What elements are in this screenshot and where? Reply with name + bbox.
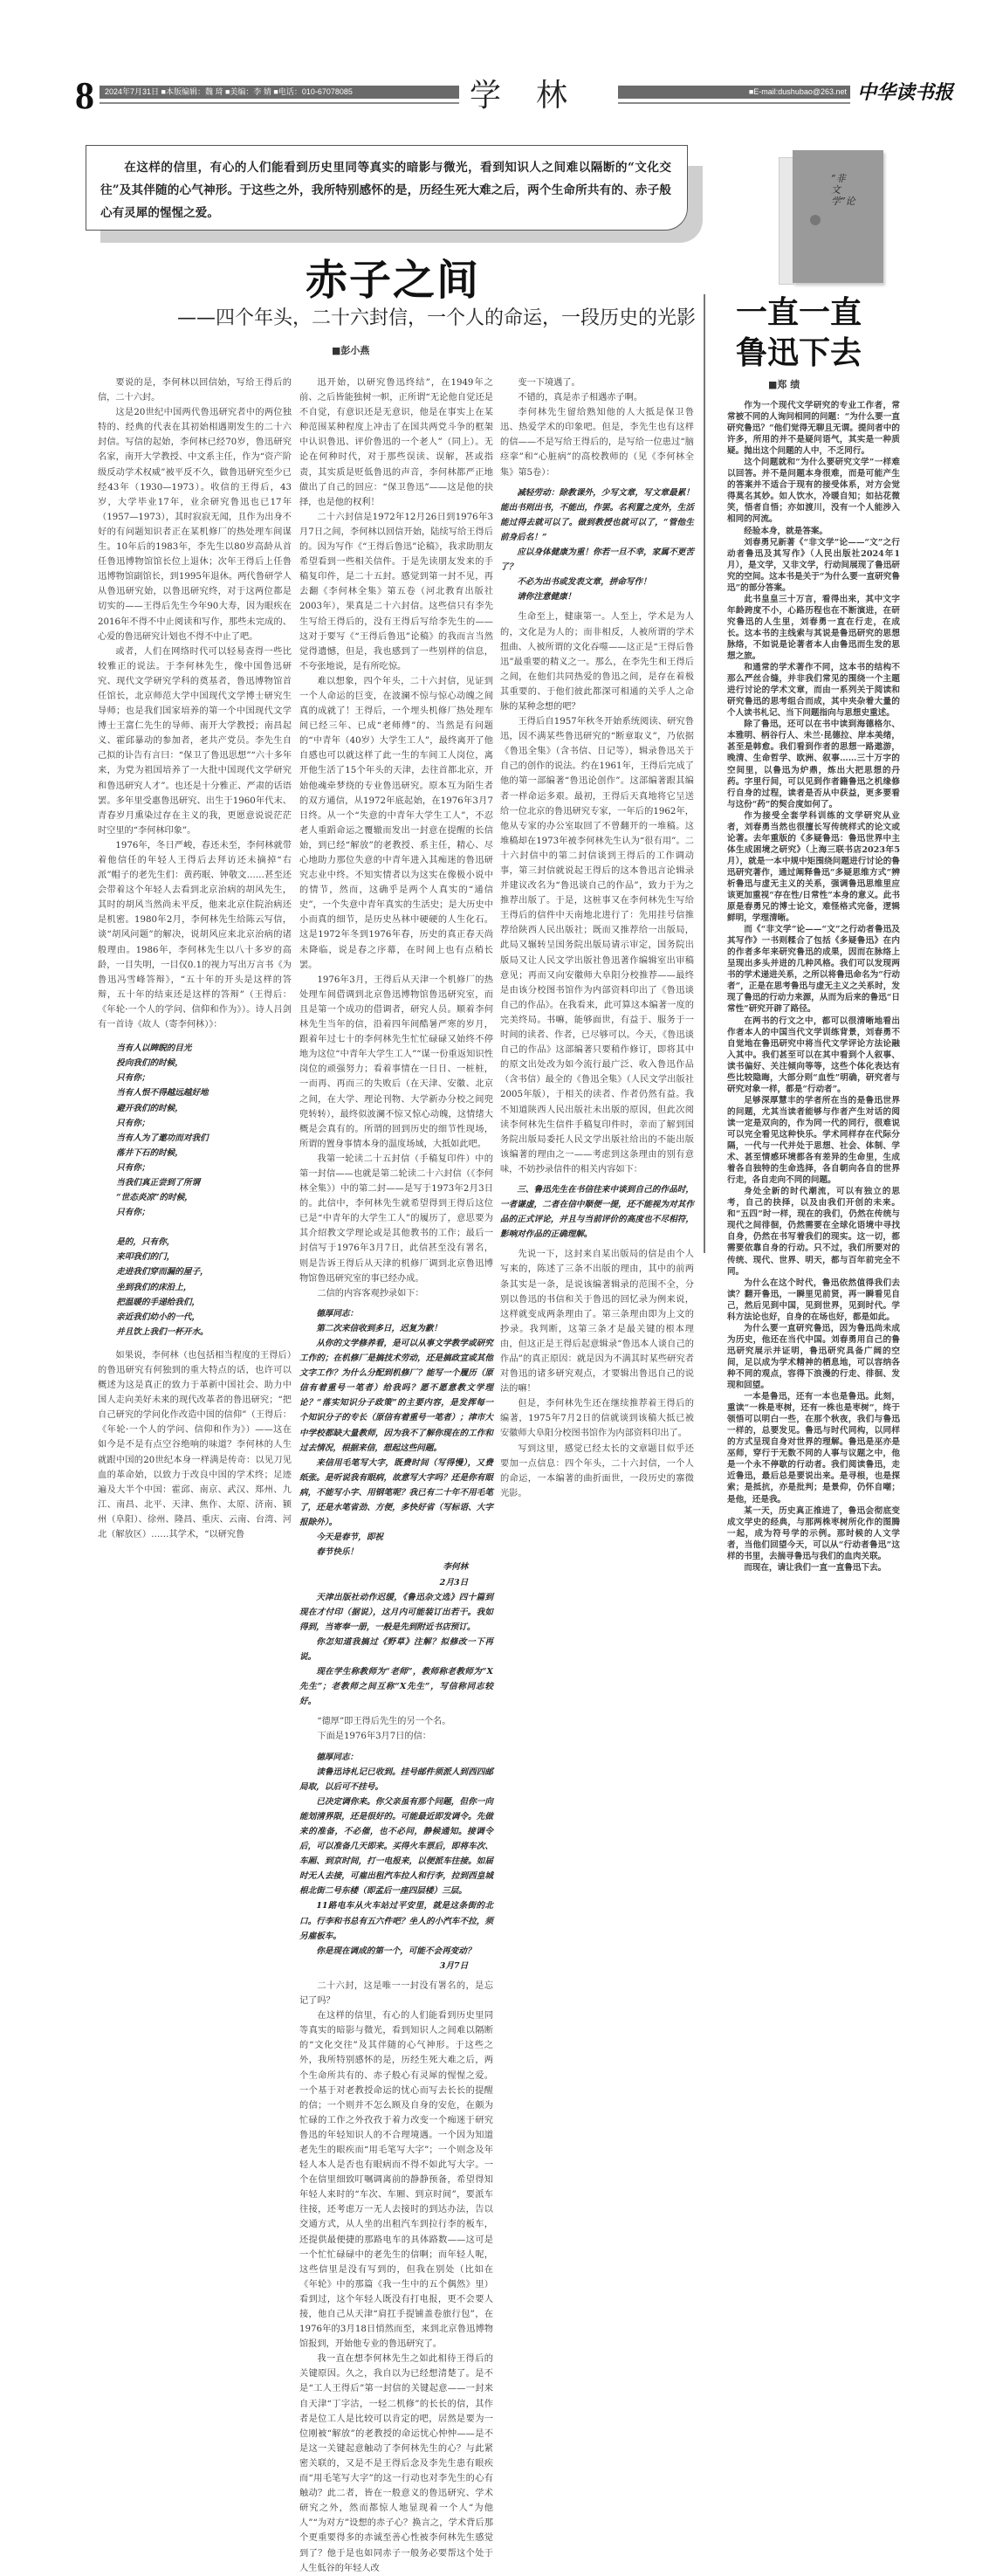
- paragraph: 生命至上，健康第一。人至上，学术是为人的，文化是为人的；而非相反，人被所谓的学术扭曲、人被所谓的文化吞噬——这正是“王得后鲁迅”最重要的精义之一。那么，在李先生和王得后之间，在他们共同热爱的鲁迅之间，是存在着极其重要的、于他们彼此都深可相通的关乎人之命脉的某种念想的吧？: [500, 612, 694, 712]
- paragraph: 作为接受全套学科训练的文学研究从业者，刘春勇当然也很擅长写传统样式的论文或论著。去年重版的《多疑鲁迅：鲁迅世界中主体生成困境之研究》（上海三联书店2023年5月），就是一本中规中矩围绕问题进行讨论的鲁迅研究著作，通过阐释鲁迅“多疑思维方式”辨析鲁迅与虚无主义的关系，强调鲁迅思维里应该更加重视“存在性/日常性”本身的意义。此书原是春勇兄的博士论文，难怪格式完备，逻辑鲜明，学理清晰。: [727, 810, 900, 924]
- paragraph: 身处全新的时代潮流，可以有独立的思考，自己的抉择，以及由我们开创的未来。和“五四”时一样，现在的我们，仍然在传统与现代之间徘徊，仍然需要在全球化语境中寻找自身，仍然在书写着我们的现实。这一切，都需要依靠自身的行动。只不过，我们所要对的传统、现代、世界、明天，都与百年前完全不同。: [727, 1187, 900, 1277]
- letter-signature: 李何林: [443, 1562, 469, 1573]
- poem: [116, 1041, 292, 1340]
- poem-line: 投向我们的时候，: [116, 1058, 183, 1069]
- letter-1: [299, 1306, 493, 1710]
- side-title-line: 鲁迅下去: [735, 334, 862, 371]
- paragraph: 1976年3月，王得后从天津一个机修厂的热处理车间借调到北京鲁迅博物馆鲁迅研究室，而且是第一个成功的借调者，研究人员。顺着李何林先生当年的信，沿着四年间酷暑严寒的岁月，跟着年过七十的李何林先生忙忙碌碌又始终不停地为这位“中青年大学生工人”“谋一份重返知识性岗位的顽强努力；看着事情在一日日、一桩桩，一而再、再而三的失败后（在天津、安徽、北京之间，在大学、理论刊物、大学新办分校之间兜兜转转），最终似波澜不惊又惊心动魄，这情绪大概是会真有的。所谓的回到历史的细节性现场，所谓的置身事情本身的温度场域，大抵如此吧。: [299, 975, 493, 1149]
- side-article-title: [716, 293, 882, 373]
- poem-line: 只有你；: [116, 1118, 150, 1128]
- paragraph: 一本是鲁迅，还有一本也是鲁迅。此刻，重读“一株是枣树，还有一株也是枣树”，终于领悟可以明白一些，在那个秋夜，我们与鲁迅一样的，总要发见。鲁迅与时代同构，以同样的方式呈现自身对世界的理解。鲁迅是巫亦是巫师，穿行于无数不同的人事与议题之中，他是一个永不停歇的行动者。我们阅读鲁迅，走近鲁迅，最后总是要说出来。是寻根，也是探索；是抵抗，亦是批判；是景仰，仍怀自嘲；是他，还是我。: [727, 1392, 900, 1505]
- paragraph: 二十六封信是1972年12月26日到1976年3月7日之间，李何林以回信开始，陆续写给王得后的。因为写作《“王得后鲁迅”论稿》，我求助朋友希望看到一些相关信件。于是先读朋友发来的手稿复印件，是二十五封。感觉到第一封不见，再去翻《李何林全集》第五卷（河北教育出版社2003年），果真是二十六封信。这些信只有李先生写给王得后的，没有王得后写给李先生的——这对于要写《“王得后鲁迅”论稿》的我而言当然觉得遗憾，但是，我也感到了一些别样的信息，不夸张地说，是有所吃惊。: [299, 512, 493, 672]
- letter-salutation: 德厚同志：: [316, 1308, 359, 1319]
- poem-line: 把温暖的手递给我们，: [116, 1297, 201, 1307]
- paragraph: 难以想象，四个年头，二十六封信，见证到一个人命运的巨变，在波澜不惊与惊心动魄之间真的成就了！王得后，一个埋头机修厂热处理车间已经三年、已成“老师傅”的、当然是有问题的“中青年（40岁）大学生工人”，最终离开了他自感也可以就这样了此一生的车间工人岗位，离开他生活了15个年头的天津，去往首都北京，开始他魂牵梦绕的专业鲁迅研究。原本互为陌生者的双方通信，从1972年底起始，在1976年3月7日终。从一个“失意的中青年大学生工人”，不忍老人重蹈命运之覆辙而发出一封意在提醒的长信始，到已经“解放”的老教授、系主任，精心、尽心地助力那位失意的中青年进入其痴迷的鲁迅研究志业中终。不知实情者以为这实在像极小说中的情节，然而，这确乎是两个人真实的“通信史”，一个失意中青年真实的生活史；是大历史中小而真的细节，是历史丛林中硬硬的人生化石。这是1972年冬到1976年春，历史的真正春天尚未降临，说是春之序幕，在时间上也有点稍长罢。: [299, 676, 493, 970]
- paragraph: 除了鲁迅，还可以在书中读到海德格尔、本雅明、柄谷行人、未兰·昆德拉、岸本美绪，甚至是韩愈。我们看到作者的思想一路遨游，晚清、生命哲学、欧洲、叙事……三十万字的空间里，以鲁迅为炉鼎，炼出大把思想的丹药。字里行间，可以见到作者籍鲁迅之机缘修行自身的过程，读者是否从中获益，更多要看与这份“药”的契合度如何了。: [727, 720, 900, 809]
- poem-line: 落井下石的时候，: [116, 1147, 183, 1158]
- poem-line: 是的，只有你，: [116, 1237, 175, 1248]
- letter-text: 来信用毛笔写大字，既费时间（写得慢），又费纸张。是听说我有眼病，故意写大字吗？还是你有眼病，不能写小字、用钢笔呢？我已有二十年不用毛笔了，还是水笔省劲、方便，多快好省（写标语、大字报除外）。: [299, 1457, 493, 1528]
- quote-text: 不必为出书或发表文章，拼命写作！: [517, 577, 651, 588]
- letter-date: 3月7日: [439, 1960, 469, 1971]
- poem-line: 当有人以睥睨的目光: [116, 1043, 192, 1054]
- paragraph: 某一天，历史真正推进了，鲁迅会彻底变成文学史的经典，与那两株枣树所化作的图腾一起，成为符号学的示例。那时候的人文学者，当他们回望今天，可以从“行动者鲁迅”这样的书里，去揣寻鲁迅与我们的血肉关联。: [727, 1505, 900, 1561]
- quote-text: 三、鲁迅先生在书信往来中谈到自己的作品时，一者谦虚，二者在信中顺便一提，还不能视为对其作品的正式评论，并且与当前评价的高度也不尽相符，影响对作品的正确理解。: [500, 1184, 694, 1240]
- paragraph: 为什么要一直研究鲁迅，因为鲁迅尚未成为历史，他还在当代中国。刘春勇用自己的鲁迅研究展示并证明，鲁迅研究具备广阔的空间，足以成为学术精神的栖息地，可以容纳各种不同的观点，容得下浪漫的行走、徘徊、发现和回望。: [727, 1323, 900, 1391]
- paragraph: 迅开始，以研究鲁迅终结”，在1949年之前、之后皆能独树一帜，正所谓“无论他自觉还是不自觉，有意识还是无意识，他是在事实上在某种范围某种程度上冲击了在国共两党斗争的框架中认识鲁迅、评价鲁迅的一个老人”（同上）。无论在何种时代，对于那些误读、误解，甚或指责，其实质是贬低鲁迅的声音，李何林都严正地做出了自己的回应：“保卫鲁迅”——这是他的抉择，也是他的权利！: [299, 378, 493, 507]
- paragraph: 而《“非文学”论——“文”之行动者鲁迅及其写作》一书则糅合了包括《多疑鲁迅》在内的作者多年来研究鲁迅的成果，因而在脉络上呈现出多头并进的几种风格。我们可以发现两书的学术递进关系，之所以将鲁迅命名为“行动者”，正是在思考鲁迅与虚无主义之关系时，发现了鲁迅的行动力来源，从而为后来的鲁迅“日常性”研究开辟了路径。: [727, 925, 900, 1015]
- paragraph: 变一下境遇了。: [518, 378, 580, 388]
- paragraph: 作为一个现代文学研究的专业工作者，常常被不同的人询问相同的问题：“为什么要一直研究鲁迅？”他们觉得无聊且无谓。提问者中的许多，所用的并不是疑问语气，其实是一种质疑。抛出这个问题的人中，不乏同行。: [727, 401, 900, 457]
- poem-line: 并且饮上我们一杯开水。: [116, 1326, 209, 1337]
- paragraph: 李何林先生留给熟知他的人大抵是保卫鲁迅、热爱学术的印象吧。但是，李先生也有这样的信——不是写给王得后的，是写给一位患过“脑痉挛”和“心脏病”的高校教师的（见《李何林全集》第5卷）：: [500, 408, 694, 478]
- paragraph: 但是，李何林先生还在继续推荐着王得后的编著，1975年7月2日的信就谈到该稿大抵已被安徽师大阜阳分校图书馆作为内部资料印出了。: [500, 1399, 694, 1439]
- email-bar: ■E-mail:dushubao@263.net: [618, 86, 850, 99]
- poem-line: 只有你；: [116, 1162, 150, 1173]
- letter-salutation: 德厚同志：: [316, 1752, 359, 1762]
- pullquote-box: 在这样的信里，有心的人们能看到历史里同等真实的暗影与微光，看到知识人之间难以隔断的“文化交往”及其伴随的心气神形。于这些之外，我所特别感怀的是，历经生死大难之后，两个生命所共有的、赤子般心有灵犀的惺惺之爱。: [86, 145, 688, 231]
- letter-text: 读鲁迅诗札记已收到。挂号邮件须派人到西四邮局取，以后可不挂号。: [299, 1767, 493, 1792]
- paragraph: 写到这里，感觉已经太长的文章题目似乎还要加一点信息：四个年头，二十六封信，一个人的命运，一本编著的曲折面世，一段历史的寨微光影。: [500, 1443, 694, 1498]
- header-rule-right: [618, 102, 850, 104]
- letter-2: [299, 1750, 493, 1973]
- section-title: 学林: [470, 78, 603, 114]
- paragraph: 这是20世纪中国两代鲁迅研究者中的两位独特的、经典的代表在其初始相遇期发生的二十六封信。写信的起始，李何林已经70岁，鲁迅研究名家，南开大学教授、中文系主任，作为“资产阶级反动学术权威”被平反不久，做鲁迅研究至少已经43年（1930—1973）。收信的王得后，43岁，大学毕业17年，业余研究鲁迅也已17年（1957—1973），其时寂寂无闻，且作为出身不好的有问题知识者正在某机修厂的热处理车间谋生。10年后的1983年，李先生以80岁高龄从首任鲁迅博物馆馆长位上退休；次年王得后上任鲁迅博物馆副馆长，到1995年退休。两代鲁研学人从鲁迅研究始，以鲁迅研究终，对于这两位都是切实的——王得后先生今年90大寿，因为眼疾在2016年不得不中止阅读和写作，那些未完成的、心爱的鲁迅研究计划也不得不中止了吧。: [98, 408, 292, 642]
- article-byline: ■彭小燕: [332, 345, 370, 356]
- paragraph: 在两书的行文之中，都可以很清晰地看出作者本人的中国当代文学训练背景，刘春勇不自觉地在鲁迅研究中将当代文学评论方法论融入其中。我们甚至可以在其中看到个人叙事、读书偏好、关注倾向等等，这些个体化表达有些比较隐晦，大部分则“血性”明确，研究者与研究对象一样，都是“行动者”。: [727, 1016, 900, 1094]
- paragraph: 要说的是，李何林以回信始，写给王得后的信，二十六封。: [98, 378, 292, 403]
- side-article-byline: ■郑 绩: [768, 379, 800, 390]
- paragraph: “德厚”即王得后先生的另一个名。: [317, 1717, 451, 1727]
- letter-text: 天津出版社动作迟缓，《鲁迅杂文选》四十篇到现在才付印（据说），这月内可能装订出若干。我如得到，当寄奉一册，一般是先到附近书店预订。: [299, 1592, 493, 1632]
- paragraph: 或者，人们在网络时代可以轻易查得一些比较雅正的说法。于李何林先生，像中国鲁迅研究、现代文学研究学科的奠基者，鲁迅博物馆首任馆长，北京师范大学中国现代文学博士研究生导师；也是我们国家培养的第一个中国现代文学博士王富仁先生的导师、南开大学教授；南昌起义、霍邱暴动的参加者，老共产党员。李先生自己拟的讣告有言曰：“保卫了鲁迅思想”“六十多年来，为党为祖国培养了一大批中国现代文学研究和鲁迅研究人才”。也还是十分雅正、严肃的话语罢。多年里受惠鲁迅研究、出生于1960年代末、青春岁月熏染过存在主义的我，更愿意说说茫茫时空里的“李何林印象”。: [98, 646, 292, 836]
- paragraph: 我第一轮读二十五封信（手稿复印件）中的第一封信——也就是第二轮读二十六封信（《李何林全集》）中的第二封——是写于1973年2月3日的。此信中，李何林先生就希望得到王得后这位已是“中青年的大学生工人”的履历了，意思要为其介绍教文学理论或是其他教书的工作；最后一封信写于1976年3月7日，此信甚至没有署名，则是告诉王得后从天津的机修厂调到北京鲁迅博物馆鲁迅研究室的事已经办成。: [299, 1154, 493, 1284]
- quoted-reason: [500, 1182, 694, 1242]
- book-cover-image: [779, 150, 883, 290]
- article-title: 赤子之间: [305, 256, 480, 305]
- article-column-2: [299, 375, 493, 2573]
- letter-text: 现在学生称教师为“老师”，教师称老教师为“X先生”；老教师之间互称“X先生”，写信称同志较好。: [299, 1667, 493, 1707]
- side-title-line: 一直一直: [735, 294, 862, 331]
- article-subtitle: ——四个年头，二十六封信，一个人的命运，一段历史的光影: [176, 307, 696, 329]
- book-cover-moon: [810, 215, 821, 225]
- letter-text: 你怎知道我搞过《野草》注解？拟修改一下再说。: [299, 1636, 493, 1662]
- quote-text: 请你注意健康！: [517, 592, 576, 603]
- side-article-body: [727, 400, 900, 1573]
- letter-text: 春节快乐！: [316, 1547, 359, 1558]
- edition-info-bar: 2024年7月31日 ■本版编辑：魏 琦 ■美编：李 婧 ■电话：010-67078085: [100, 86, 459, 99]
- poem-line: 避开我们的时候，: [116, 1103, 183, 1113]
- paragraph: 为什么在这个时代，鲁迅依然值得我们去读？翻开鲁迅，一瞬里见前贤，再一瞬看见自己，然后见到中国，见到世界，见到时代。学科方法论也好，自身的在场也好，都是如此。: [727, 1278, 900, 1322]
- page-number: 8: [75, 74, 94, 117]
- paragraph: 如果说，李何林（也包括相当程度的王得后）的鲁迅研究有何独到的重大特点的话，也许可以概述为这是真正的致力于革新中国社会、助力中国人走向美好未来的现代改革者的鲁迅研究；“把自己研究的学问化作改造中国的信仰”（王得后：《年轮·一个人的学问、信仰和作为》）——这在如今是不是有点空谷绝响的味道？李何林的人生就跟中国的20世纪本身一样满是传奇：以见刀见血的革命始，以致力于改良中国的学术终；足迹遍及大半个中国：霍邱、南京、武汉、郑州、九江、南昌、北平、天津、焦作、太原、济南、颍州（阜阳）、徐州、隆昌、重庆、云南、台湾、河北（解放区）……其学术，“以研究鲁: [98, 1350, 292, 1540]
- paragraph: 足够深厚慧丰的学者所在当的是鲁迅世界的问题，尤其当读者能够与作者产生对话的阅读一定是双向的，作为同一代的同行，很难说可以完全看见这种快乐。学术同样存在代际分隔，一代与一代并处于思想、社会、体制、学术、甚至情感环境都各有差异的生命里，生成着各自独特的生命选择，各自朝向各自的世界行走，各自走向不同的问题。: [727, 1095, 900, 1186]
- letter-text: 第二次来信收到多日，迟复为歉！: [316, 1323, 443, 1333]
- letter-date: 2月3日: [439, 1577, 469, 1588]
- poem-line: 亲近我们幼小的一代，: [116, 1312, 201, 1322]
- article-column-1: [98, 375, 292, 1540]
- header-rule-left: [100, 102, 459, 104]
- paragraph: 而现在，请让我们一直一直鲁迅下去。: [744, 1562, 887, 1573]
- poem-line: 当有人为了邀功而对我们: [116, 1133, 209, 1143]
- book-front: [793, 150, 883, 283]
- poem-line: 当有人恨不得越远越好地: [116, 1088, 209, 1099]
- paragraph: 1976年，冬日严峻，春还未至，李何林就带着他信任的年轻人王得后去拜访还未摘掉“右派”帽子的老先生们：黄药眠、钟敬文……甚至还会带着这个年轻人去看到北京治病的胡风先生，其时的胡风当然尚未平反，他来北京住院治病还是机密。1980年2月，李何林先生给陈云写信，谈“胡风问题”的解决，说胡风应来北京治病的诸般理由。1986年，李何林先生以八十多岁的高龄，一目失明，一目仅0.1的视力写出万言书《为鲁迅冯雪峰答辩》，“五十年的开头是这样的答辩，五十年的结束还是这样的答辩”（王得后：《年轮·一个人的学问、信仰和作为》）。诗人吕剑有一首诗《故人（寄李何林）》：: [98, 840, 292, 1030]
- newspaper-logo: 中华读书报: [857, 81, 954, 104]
- masthead: [75, 74, 954, 117]
- letter-text: 11路电车从火车站过平安里，就是这条街的北口。行李和书总有五六件吧？坐人的小汽车不拉，须另雇板车。: [299, 1901, 493, 1941]
- poem-line: “世态炎凉”的时候，: [116, 1193, 193, 1203]
- paragraph: 先说一下，这封来自某出版局的信是由个人写来的，陈述了三条不出版的理由，其中的前两条其实是一条，是说该编著辑录的范围不全，分别以鲁迅的书信和关于鲁迅的回忆录为例来说，这样就变成两条理由了。第三条理由即为上文的抄录。我判断，这第三条才是最关键的根本理由，但这正是王得后起意辑录“鲁迅本人谈自己的作品”的真正原因：就是因为不满其时某些研究者对鲁迅的诸多研究观点，才要辑出鲁迅自己的说法的嘛！: [500, 1250, 694, 1395]
- paragraph: 不错的，真是赤子相遇赤子啊。: [518, 393, 643, 403]
- letter-text: 你是现在调成的第一个，可能不会再变动？: [316, 1946, 476, 1956]
- article-column-3: [500, 375, 694, 1498]
- poem-line: 只有你；: [116, 1208, 150, 1218]
- poem-stanza-break: [116, 1220, 292, 1235]
- paragraph: 王得后自1957年秋冬开始系统阅读、研究鲁迅，因不满某些鲁迅研究的“断章取义”，乃依据《鲁迅全集》（含书信、日记等），辑录鲁迅关于自己的创作的说法。约在1961年，王得后完成了他的第一部编著“鲁迅论创作”。这部编著跟其编者一样命运多艰。最初，王得后天真地将它呈送给一位北京的鲁迅研究专家，一年后的1962年，他从专家的办公室取回了不曾翻开的一堆稿。这堆稿却在1973年被李何林先生认为“很有用”。二十六封信中的第二封信谈到王得后的工作调动事，第三封信就说起王得后的这本鲁迅言论辑录并建议改名为“鲁迅谈自己的作品”，致力于为之推荐出版了。于是，这桩事又在李何林先生写给王得后的信件中天南地北进行了：先用挂号信推荐给陕西人民出版社；既而又推荐给一出版局，此局又辗转呈国务院出版局请示审定，国务院出版局又让人民文学出版社鲁迅著作编辑室出审稿意见；再而又向安徽师大阜阳分校推荐——最终是由该分校图书馆作为内部资料印出了《鲁迅谈自己的作品》。在我看来，此可算这本编著一度的完美终局。书嘛，能够面世，有益于、服务于一时间的读者、作者，已尽够可以。今天，《鲁迅谈自己的作品》这部编著只要稍作修订，即将其中的原文出处改为如今流行最广泛、收入鲁迅作品（含书信）最全的《鲁迅全集》（人民文学出版社2005年版），于相关的读者、作者仍然有益。我不知道陕西人民出版社未出版的原因，但此次阅读李何林先生信件手稿复印件时，幸而了解到国务院出版局委托人民文学出版社给出的不能出版该编著的理由之一——考虑到这条理由的别有意味，不妨抄录信件的相关内容如下：: [500, 717, 694, 1174]
- paragraph: 二十六封，这是唯一一封没有署名的，是忘记了吗？: [299, 1980, 493, 2007]
- book-cover-title: “非文学”论: [831, 173, 855, 207]
- quote-text: 应以身体健康为重！你若一旦不幸，家属不更苦了？: [500, 548, 694, 573]
- paragraph: 二信的内容客观抄录如下：: [317, 1288, 424, 1298]
- poem-line: 来叩我们的门，: [116, 1252, 175, 1263]
- paragraph: 下面是1976年3月7日的信：: [317, 1732, 431, 1742]
- quote-text: 减轻劳动：除教课外，少写文章，写文章最累！能出书则出书，不能出，作罢。名利置之度外，生活能过得去就可以了。做到教授也就可以了，“管他生前身后名！”: [500, 487, 694, 542]
- paragraph: 在这样的信里，有心的人们能看到历史里同等真实的暗影与微光，看到知识人之间难以隔断的“文化交往”及其伴随的心气神形。于这些之外，我所特别感怀的是，历经生死大难之后，两个生命所共有的、赤子般心有灵犀的惺惺之爱。一个基于对老教授命运的忧心而写去长长的提醒的信；一个则并不怎么顾及自身的安危，在颇为忙碌的工作之外孜孜于着力改变一个痴迷于研究鲁迅的年轻知识人的不合理境遇。一个因为知道老先生的眼疾而“用毛笔写大字”；一个则念及年轻人本人是否也有眼病而不得不如此写大字。一个在信里细致叮嘱调离前的静静预备，希望得知年轻人来时的“车次、车厢、到京时间”，要派车往接，还考虑万一无人去接时的到达办法，告以交通方式，从人坐的出租汽车到拉行李的板车，还提供最便捷的那路电车的具体路数——这可是一个忙忙碌碌中的老先生的信啊；而年轻人呢，这些信里是没有写到的，但我在别处（比如在《年轮》中的那篇《我一生中的五个偶然》里）看到过，这个年轻人既没有打电报，更不会要人接，他自己从天津“肩扛手提铺盖卷旅行包”，在1976年的3月18日悄然而至，来到北京鲁迅博物馆报到，开始他专业的鲁迅研究了。: [299, 2011, 493, 2350]
- poem-line: 走进我们穿而漏的屋子，: [116, 1267, 209, 1278]
- letter-text: 已决定调你来。你父亲虽有那个问题，但你一向能划清界限，还是很好的。可能最近即发调令。先做来的准备，不必催，也不必问，静候通知。接调令后，可以准备几天即来。买得火车票后，即将车次、车厢、到京时间，打一电报来，以便派车往接。如届时无人去接，可雇出租汽车拉人和行李，拉到西皇城根北街二号东楼（即孟后一座四层楼）三层。: [299, 1796, 493, 1897]
- poem-line: 坐到我们的床沿上，: [116, 1282, 192, 1292]
- paragraph: 我一直在想李何林先生之如此相待王得后的关键原因。久之，我自以为已经想清楚了。是不是“工人王得后”第一封信的关键起意——一封来自天津“丁字沽，一轻二机修”的长长的信，其作者是位工人是比较可以肯定的吧，居然是要为一位刚被“解放”的老教授的命运忧心忡忡——是不是这一关键起意触动了李何林先生的心？与此紧密关联的，又是不是王得后念及李先生患有眼疾而“用毛笔写大字”的这一行动也对李先生的心有触动？此二者，皆在一般意义的鲁迅研究、学术研究之外，然而都惊人地显现着一个人“为他人”“为对方”设想的赤子心？换言之，学术背后那个更重要得多的赤诚至善心性被李何林先生感觉到了？他于是也如同赤子一般务必要帮这个处于人生低谷的年轻人改: [299, 2354, 493, 2573]
- paragraph: 此书皇皇三十万言，看得出来，其中文字年龄跨度不小，心路历程也在不断演进，在研究鲁迅的人生里，刘春勇一直在行走，在成长。这本书的主线索与其说是鲁迅研究的思想脉络，不如说是论著者本人由鲁迅而生发的思想之旅。: [727, 594, 900, 662]
- poem-line: 只有你；: [116, 1073, 150, 1084]
- paragraph: 经验本身，就是答案。: [744, 526, 828, 536]
- paragraph: 这个问题就和“为什么要研究文学”一样难以回答。并不是问题本身很难，而是可能产生的答案并不适合于现有的接受体系，对方会觉得莫名其妙。如人饮水，冷暖自知；如拈花微笑，悟者自悟；亦如渡川，没有一个人能涉入相同的河流。: [727, 458, 900, 525]
- poem-line: 当我们真正尝到了所谓: [116, 1177, 201, 1188]
- column-divider: [704, 294, 705, 1253]
- letter-text: 今天是春节，即祝: [316, 1533, 383, 1543]
- letter-text: 从你的文学修养看，是可以从事文学教学或研究工作的；在机修厂是搞技术劳动，还是搞政宣或其他文字工作？为什么分配到机修厂？能写一个履历（原信有着重号一笔者）给我吗？愿不愿意教文学理论？“落实知识分子政策”的主要内容，是发挥每一个知识分子的专长（原信有着重号一笔者）；津市大中学校都缺大量教师，因为我不了解你现在的工作和过去情况，根据来信，想起这些问题。: [299, 1339, 493, 1453]
- paragraph: 和通常的学术著作不同，这本书的结构不那么严丝合缝，并非我们常见的围绕一个主题进行讨论的学术文章，而由一系列关于阅读和研究鲁迅的思考组合而成，其中夹杂着大量的个人读书札记、当下问题指向与思想史重述。: [727, 663, 900, 719]
- paragraph: 刘春勇兄新著《“非文学”论——“文”之行动者鲁迅及其写作》（人民出版社2024年1月），是文学，又非文学，行动间展现了鲁迅研究的空间。这本书是关于“为什么要一直研究鲁迅”的部分答案。: [727, 537, 900, 593]
- quoted-letter: [500, 486, 694, 605]
